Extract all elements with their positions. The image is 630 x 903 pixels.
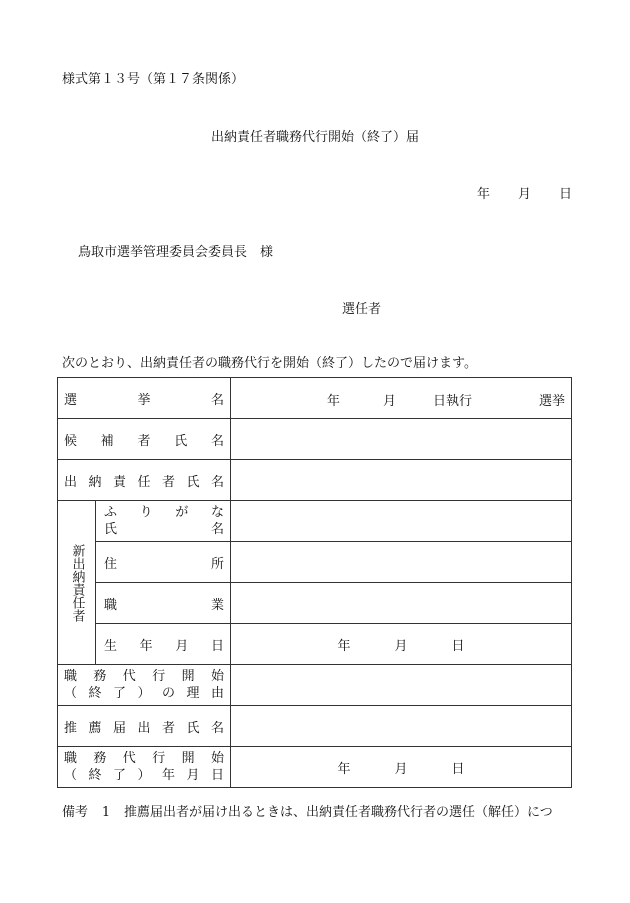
row-treasurer-name [58,460,572,501]
row-birthdate [58,624,572,665]
candidate-name-label: 候補者氏名 [58,419,231,460]
recommender-field[interactable] [231,706,572,747]
election-value-field[interactable] [231,378,572,419]
date-day-label: 日 [558,187,572,202]
row-election [58,378,572,419]
start-day-label: 日 [451,761,465,777]
birth-year-label: 年 [337,638,351,654]
submission-date [449,183,572,202]
reason-label [58,665,231,706]
election-label: 選挙名 [58,378,231,419]
birthdate-label: 生年月日 [96,624,231,665]
election-held-label: 日執行 [433,394,473,409]
treasurer-name-label: 出納責任者氏名 [58,460,231,501]
remarks-number: 1 [101,805,111,820]
start-date-field[interactable] [231,747,572,788]
document-title: 出納責任者職務代行開始（終了）届 [210,130,419,145]
birthdate-field[interactable] [231,624,572,665]
name-label: 氏名 [104,522,225,537]
address-label: 住所 [96,542,231,583]
remarks-label: 備考 [62,805,89,820]
address-field[interactable] [231,542,572,583]
birth-day-label: 日 [451,638,465,654]
start-month-label: 月 [394,761,408,777]
row-address [58,542,572,583]
row-occupation [58,583,572,624]
occupation-field[interactable] [231,583,572,624]
start-year-label: 年 [337,761,351,777]
reason-label-line2: （終了）の理由 [64,686,225,701]
candidate-name-field[interactable] [231,419,572,460]
occupation-label: 職業 [96,583,231,624]
row-reason [58,665,572,706]
start-date-label [58,747,231,788]
recommender-label: 推薦届出者氏名 [58,706,231,747]
row-new-treasurer-name [58,501,572,542]
row-start-date [58,747,572,788]
row-recommender [58,706,572,747]
start-date-label-line1: 職務代行開始 [64,751,225,766]
birth-month-label: 月 [394,638,408,654]
start-date-label-line2: （終了）年月日 [64,768,225,783]
reason-label-line1: 職務代行開始 [64,669,225,684]
appointer-label: 選任者 [342,302,382,317]
election-suffix-label: 選挙 [539,394,566,409]
row-candidate-name [58,419,572,460]
new-treasurer-label: 新出納責任者 [58,501,96,665]
furigana-name-label [96,501,231,542]
date-year-label: 年 [476,187,490,202]
notification-form-table [57,377,572,788]
remarks-text: 推薦届出者が届け出るときは、出納責任者職務代行者の選任（解任）につ [124,805,553,820]
treasurer-name-field[interactable] [231,460,572,501]
date-month-label: 月 [517,187,531,202]
reason-field[interactable] [231,665,572,706]
remarks [62,801,553,820]
furigana-label: ふりがな [104,505,225,520]
new-treasurer-name-field[interactable] [231,501,572,542]
election-year-label: 年 [327,394,341,409]
election-month-label: 月 [383,394,397,409]
addressee: 鳥取市選挙管理委員会委員長 様 [78,245,274,260]
form-number: 様式第１３号（第１７条関係） [62,72,245,87]
intro-text: 次のとおり、出納責任者の職務代行を開始（終了）したので届けます。 [62,356,477,371]
